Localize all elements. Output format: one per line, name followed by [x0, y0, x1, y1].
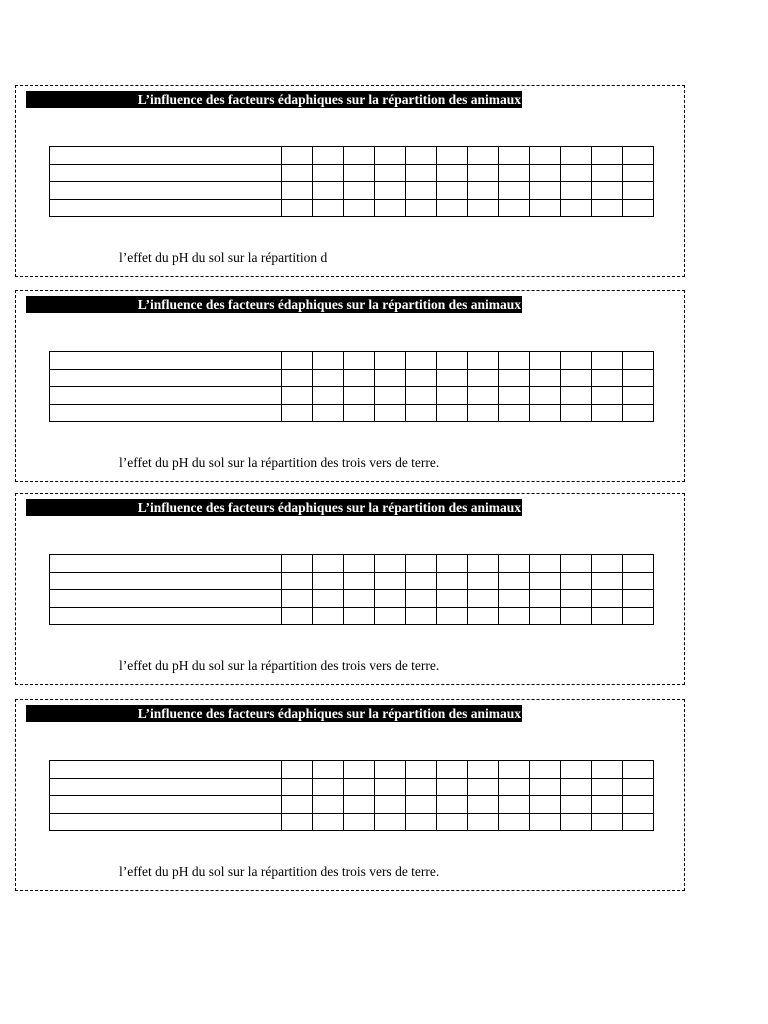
table-row — [50, 387, 654, 405]
table-cell — [530, 147, 561, 165]
table-cell — [313, 761, 344, 779]
table-cell — [623, 555, 654, 573]
table-cell — [282, 199, 313, 217]
table-cell — [406, 778, 437, 796]
table-cell — [344, 369, 375, 387]
section-title: L’influence des facteurs édaphiques sur la répartition des animaux — [26, 499, 522, 516]
table-cell — [375, 404, 406, 422]
table-cell — [623, 572, 654, 590]
table-row — [50, 352, 654, 370]
row-label-cell — [50, 590, 282, 608]
worksheet-section-4 — [15, 699, 685, 891]
table-cell — [561, 607, 592, 625]
table-cell — [375, 199, 406, 217]
row-label-cell — [50, 182, 282, 200]
table-cell — [623, 796, 654, 814]
row-label-cell — [50, 555, 282, 573]
table-cell — [499, 607, 530, 625]
table-cell — [313, 199, 344, 217]
table-cell — [406, 352, 437, 370]
row-label-cell — [50, 404, 282, 422]
table-cell — [282, 572, 313, 590]
table-cell — [344, 387, 375, 405]
section-caption: l’effet du pH du sol sur la répartition des trois vers de terre. — [119, 864, 440, 879]
table-cell — [499, 590, 530, 608]
table-cell — [499, 555, 530, 573]
table-cell — [530, 796, 561, 814]
blank-data-table — [49, 146, 654, 217]
table-cell — [530, 369, 561, 387]
table-cell — [561, 761, 592, 779]
table-cell — [623, 607, 654, 625]
table-cell — [468, 387, 499, 405]
table-cell — [437, 572, 468, 590]
table-row — [50, 147, 654, 165]
table-row — [50, 778, 654, 796]
table-cell — [375, 164, 406, 182]
table-cell — [313, 555, 344, 573]
table-cell — [530, 164, 561, 182]
table-cell — [468, 199, 499, 217]
table-cell — [561, 387, 592, 405]
table-cell — [313, 796, 344, 814]
table-cell — [561, 590, 592, 608]
table-cell — [406, 796, 437, 814]
table-cell — [437, 199, 468, 217]
table-cell — [530, 199, 561, 217]
table-cell — [375, 369, 406, 387]
table-cell — [623, 147, 654, 165]
table-cell — [592, 761, 623, 779]
table-cell — [282, 813, 313, 831]
table-cell — [499, 404, 530, 422]
table-cell — [468, 572, 499, 590]
section-title: L’influence des facteurs édaphiques sur la répartition des animaux — [26, 91, 522, 108]
table-cell — [437, 778, 468, 796]
table-cell — [623, 352, 654, 370]
table-cell — [344, 164, 375, 182]
table-cell — [499, 572, 530, 590]
table-cell — [530, 182, 561, 200]
table-cell — [344, 555, 375, 573]
table-cell — [344, 572, 375, 590]
table-cell — [592, 369, 623, 387]
table-cell — [406, 813, 437, 831]
table-cell — [530, 387, 561, 405]
table-cell — [623, 199, 654, 217]
table-cell — [282, 590, 313, 608]
table-cell — [561, 369, 592, 387]
table-cell — [282, 352, 313, 370]
table-cell — [499, 352, 530, 370]
table-cell — [375, 761, 406, 779]
table-cell — [561, 555, 592, 573]
table-row — [50, 813, 654, 831]
table-cell — [623, 813, 654, 831]
table-cell — [468, 164, 499, 182]
table-cell — [499, 164, 530, 182]
table-cell — [375, 572, 406, 590]
table-cell — [375, 796, 406, 814]
table-cell — [499, 147, 530, 165]
table-cell — [592, 352, 623, 370]
table-cell — [406, 147, 437, 165]
table-cell — [282, 387, 313, 405]
section-title: L’influence des facteurs édaphiques sur la répartition des animaux — [26, 296, 522, 313]
table-cell — [313, 404, 344, 422]
table-cell — [344, 813, 375, 831]
table-cell — [313, 182, 344, 200]
table-cell — [468, 607, 499, 625]
table-cell — [592, 387, 623, 405]
row-label-cell — [50, 813, 282, 831]
table-cell — [592, 572, 623, 590]
table-cell — [468, 369, 499, 387]
table-cell — [592, 147, 623, 165]
table-cell — [623, 761, 654, 779]
table-cell — [561, 164, 592, 182]
table-cell — [530, 813, 561, 831]
table-cell — [344, 147, 375, 165]
table-cell — [592, 199, 623, 217]
row-label-cell — [50, 796, 282, 814]
row-label-cell — [50, 761, 282, 779]
row-label-cell — [50, 164, 282, 182]
table-row — [50, 607, 654, 625]
table-cell — [468, 182, 499, 200]
table-cell — [623, 404, 654, 422]
table-cell — [468, 761, 499, 779]
section-title: L’influence des facteurs édaphiques sur la répartition des animaux — [26, 705, 522, 722]
row-label-cell — [50, 778, 282, 796]
table-cell — [437, 387, 468, 405]
table-cell — [468, 404, 499, 422]
table-cell — [561, 813, 592, 831]
table-cell — [530, 761, 561, 779]
row-label-cell — [50, 147, 282, 165]
table-cell — [468, 590, 499, 608]
table-cell — [437, 369, 468, 387]
table-cell — [282, 404, 313, 422]
table-cell — [530, 555, 561, 573]
table-cell — [561, 352, 592, 370]
table-cell — [375, 555, 406, 573]
table-cell — [406, 182, 437, 200]
worksheet-section-3 — [15, 493, 685, 685]
table-cell — [561, 778, 592, 796]
table-cell — [406, 164, 437, 182]
table-cell — [344, 778, 375, 796]
section-caption: l’effet du pH du sol sur la répartition d — [119, 250, 328, 265]
table-cell — [592, 778, 623, 796]
table-cell — [437, 164, 468, 182]
table-cell — [499, 796, 530, 814]
table-cell — [344, 199, 375, 217]
table-cell — [344, 761, 375, 779]
table-cell — [344, 590, 375, 608]
table-cell — [468, 796, 499, 814]
table-row — [50, 796, 654, 814]
table-cell — [313, 572, 344, 590]
table-cell — [344, 607, 375, 625]
worksheet-section-1 — [15, 85, 685, 277]
table-cell — [437, 147, 468, 165]
table-cell — [530, 590, 561, 608]
table-cell — [375, 182, 406, 200]
table-cell — [313, 590, 344, 608]
table-cell — [592, 796, 623, 814]
table-row — [50, 590, 654, 608]
row-label-cell — [50, 352, 282, 370]
table-cell — [313, 813, 344, 831]
table-cell — [344, 796, 375, 814]
table-cell — [313, 778, 344, 796]
table-cell — [282, 778, 313, 796]
table-cell — [499, 778, 530, 796]
table-cell — [499, 182, 530, 200]
table-cell — [282, 147, 313, 165]
table-cell — [282, 164, 313, 182]
table-cell — [499, 387, 530, 405]
blank-data-table — [49, 760, 654, 831]
table-cell — [468, 352, 499, 370]
table-cell — [623, 182, 654, 200]
table-cell — [282, 796, 313, 814]
table-cell — [282, 761, 313, 779]
table-cell — [530, 778, 561, 796]
table-cell — [375, 607, 406, 625]
table-row — [50, 761, 654, 779]
blank-data-table — [49, 351, 654, 422]
row-label-cell — [50, 369, 282, 387]
table-cell — [375, 778, 406, 796]
table-cell — [437, 761, 468, 779]
table-cell — [592, 164, 623, 182]
table-cell — [530, 404, 561, 422]
table-cell — [437, 352, 468, 370]
section-caption: l’effet du pH du sol sur la répartition des trois vers de terre. — [119, 455, 440, 470]
row-label-cell — [50, 607, 282, 625]
table-cell — [375, 147, 406, 165]
table-cell — [437, 404, 468, 422]
table-cell — [592, 404, 623, 422]
table-row — [50, 572, 654, 590]
table-cell — [499, 199, 530, 217]
table-cell — [437, 590, 468, 608]
table-cell — [406, 555, 437, 573]
table-cell — [561, 147, 592, 165]
table-cell — [406, 404, 437, 422]
table-cell — [313, 352, 344, 370]
table-cell — [468, 555, 499, 573]
row-label-cell — [50, 572, 282, 590]
table-cell — [530, 607, 561, 625]
table-cell — [592, 182, 623, 200]
table-cell — [406, 572, 437, 590]
table-row — [50, 369, 654, 387]
table-cell — [623, 590, 654, 608]
table-cell — [375, 813, 406, 831]
worksheet-section-2 — [15, 290, 685, 482]
table-cell — [468, 778, 499, 796]
table-cell — [344, 182, 375, 200]
table-cell — [561, 404, 592, 422]
table-cell — [437, 813, 468, 831]
table-cell — [313, 164, 344, 182]
table-cell — [375, 387, 406, 405]
blank-data-table — [49, 554, 654, 625]
table-cell — [561, 796, 592, 814]
table-cell — [592, 590, 623, 608]
table-cell — [406, 590, 437, 608]
table-cell — [406, 369, 437, 387]
table-cell — [623, 778, 654, 796]
table-cell — [313, 147, 344, 165]
table-row — [50, 199, 654, 217]
table-cell — [592, 555, 623, 573]
row-label-cell — [50, 387, 282, 405]
table-cell — [499, 813, 530, 831]
table-cell — [344, 352, 375, 370]
table-row — [50, 404, 654, 422]
table-cell — [282, 555, 313, 573]
table-cell — [282, 607, 313, 625]
table-cell — [468, 147, 499, 165]
table-cell — [437, 796, 468, 814]
table-cell — [406, 607, 437, 625]
row-label-cell — [50, 199, 282, 217]
table-cell — [406, 387, 437, 405]
table-cell — [623, 387, 654, 405]
table-cell — [313, 387, 344, 405]
table-cell — [561, 182, 592, 200]
section-caption: l’effet du pH du sol sur la répartition des trois vers de terre. — [119, 658, 440, 673]
table-cell — [406, 199, 437, 217]
table-cell — [282, 182, 313, 200]
table-row — [50, 182, 654, 200]
table-cell — [499, 761, 530, 779]
table-cell — [313, 607, 344, 625]
table-cell — [561, 199, 592, 217]
table-cell — [282, 369, 313, 387]
table-row — [50, 555, 654, 573]
table-cell — [623, 164, 654, 182]
table-cell — [530, 352, 561, 370]
table-cell — [437, 607, 468, 625]
table-cell — [313, 369, 344, 387]
table-cell — [530, 572, 561, 590]
table-row — [50, 164, 654, 182]
table-cell — [592, 607, 623, 625]
table-cell — [468, 813, 499, 831]
table-cell — [375, 590, 406, 608]
table-cell — [437, 555, 468, 573]
table-cell — [592, 813, 623, 831]
table-cell — [375, 352, 406, 370]
table-cell — [406, 761, 437, 779]
table-cell — [344, 404, 375, 422]
table-cell — [499, 369, 530, 387]
table-cell — [623, 369, 654, 387]
table-cell — [437, 182, 468, 200]
table-cell — [561, 572, 592, 590]
